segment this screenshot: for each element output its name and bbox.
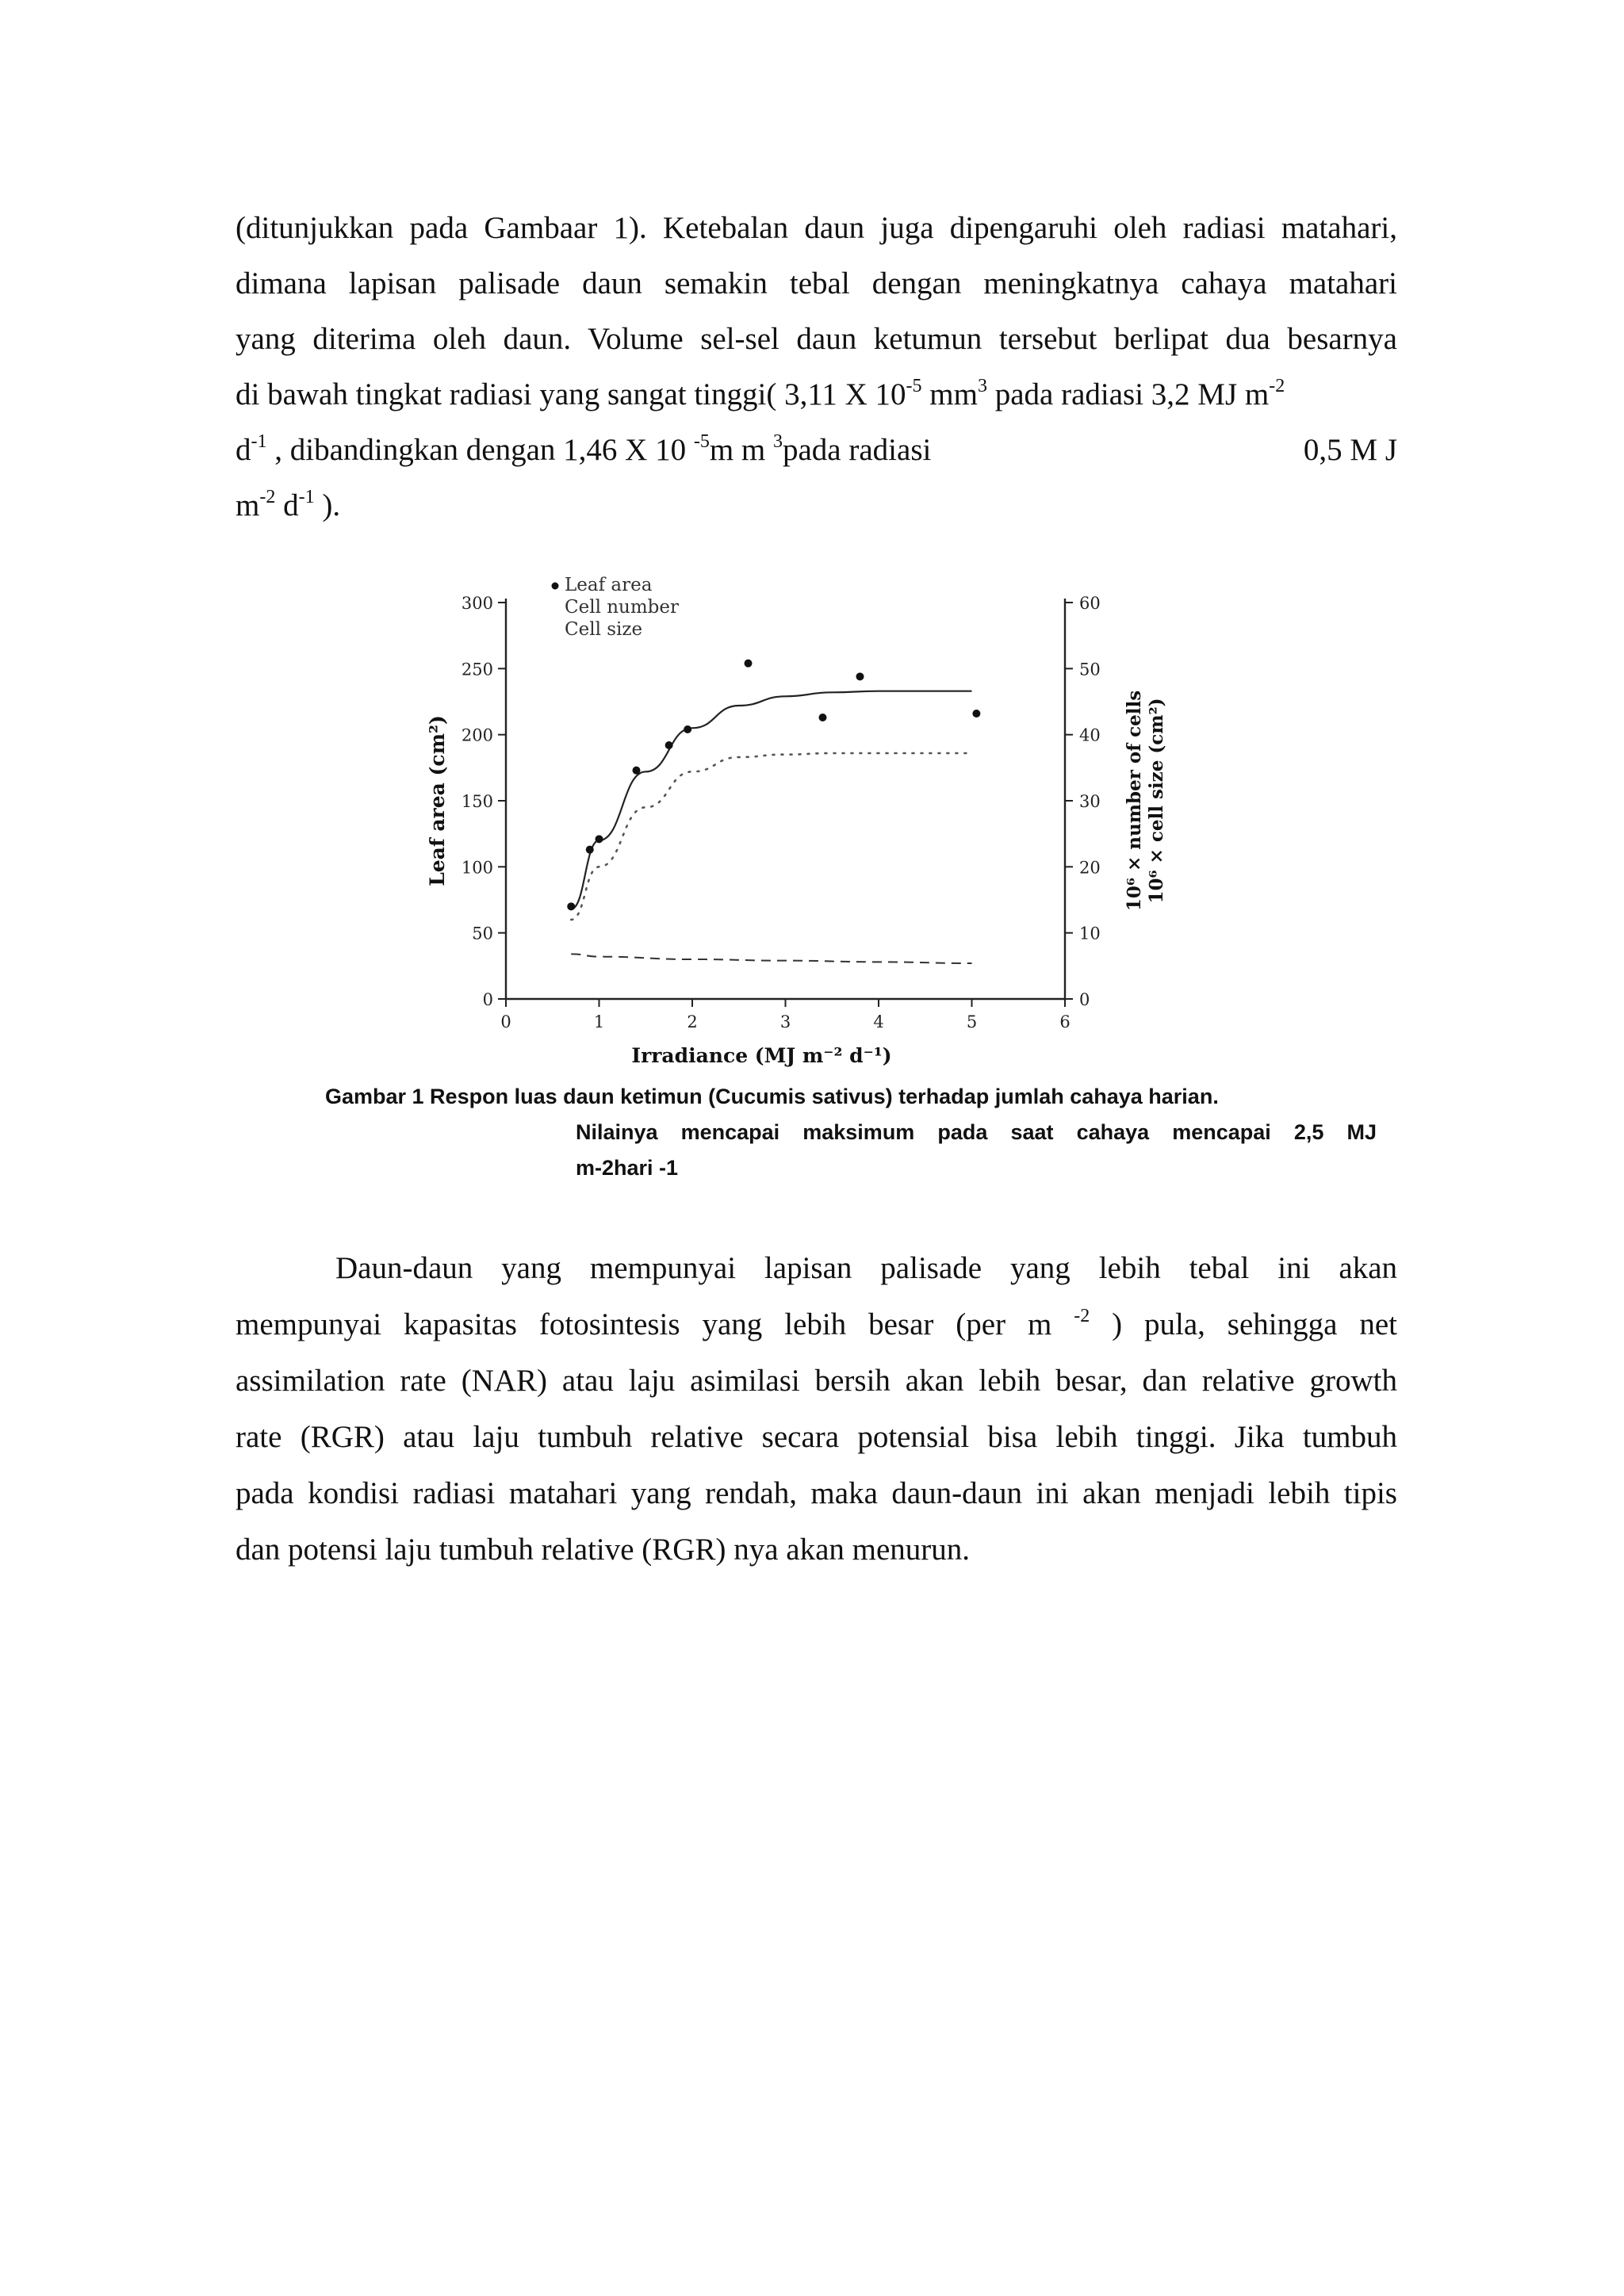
- paragraph-2: [236, 1240, 1397, 1578]
- text-line: dimana lapisan palisade daun semakin tebal dengan meningkatnya cahaya matahari: [236, 266, 1397, 300]
- x-tick-label: 3: [779, 1012, 791, 1031]
- text-run: , dibandingkan dengan 1,46 X 10: [266, 433, 694, 467]
- left-tick-label: 150: [461, 792, 493, 811]
- superscript: -5: [906, 376, 922, 396]
- x-tick-label: 6: [1059, 1012, 1071, 1031]
- right-y-axis-title-2: 10⁶ × cell size (cm²): [1146, 698, 1167, 904]
- text-line: [236, 367, 1397, 423]
- leaf-area-point: [856, 672, 864, 680]
- text-run: mempunyai kapasitas fotosintesis yang lebih besar (per m: [236, 1307, 1074, 1341]
- text-run: m: [236, 488, 260, 522]
- text-line: pada kondisi radiasi matahari yang rendah, maka daun-daun ini akan menjadi lebih tipis: [236, 1476, 1397, 1510]
- legend-label: Leaf area: [565, 575, 653, 595]
- x-tick-label: 2: [687, 1012, 698, 1031]
- text-line: assimilation rate (NAR) atau laju asimilasi bersih akan lebih besar, dan relative growth: [236, 1364, 1397, 1398]
- chart-axes: [506, 599, 1065, 999]
- text-run: pada radiasi 3,2 MJ m: [986, 377, 1270, 411]
- right-tick-label: 30: [1079, 792, 1101, 811]
- x-tick-label: 5: [966, 1012, 978, 1031]
- left-y-axis-title: Leaf area (cm²): [426, 715, 449, 886]
- figure-caption-line2: Nilainya mencapai maksimum pada saat cahaya mencapai 2,5 MJ: [576, 1120, 1377, 1144]
- x-tick-label: 0: [500, 1012, 511, 1031]
- text-run: di bawah tingkat radiasi yang sangat tinggi( 3,11 X 10: [236, 377, 906, 411]
- chart-ticks: [462, 594, 1101, 1031]
- text-run-right: 0,5 M J: [1303, 433, 1397, 467]
- superscript: -1: [251, 431, 267, 452]
- leaf-area-point: [586, 846, 594, 854]
- text-run: ).: [314, 488, 341, 522]
- cell-size-curve: [571, 954, 971, 963]
- text-run: Daun-daun yang mempunyai lapisan palisade yang lebih tebal ini akan: [335, 1251, 1397, 1285]
- leaf-area-point: [567, 902, 575, 910]
- legend-label: Cell number: [565, 597, 679, 618]
- leaf-area-point: [972, 710, 980, 718]
- leaf-area-point: [684, 725, 691, 733]
- paragraph-1: [236, 201, 1397, 534]
- left-tick-label: 100: [461, 858, 493, 878]
- superscript: 3: [773, 431, 783, 452]
- text-run: m m: [709, 433, 773, 467]
- leaf-area-point: [665, 741, 673, 749]
- superscript: -2: [259, 487, 276, 507]
- right-tick-label: 50: [1079, 660, 1101, 679]
- text-line: yang diterima oleh daun. Volume sel-sel daun ketumun tersebut berlipat dua besarnya: [236, 322, 1397, 356]
- text-line: [236, 423, 1397, 478]
- text-run: d: [236, 433, 251, 467]
- leaf-area-point: [819, 714, 827, 721]
- text-line: [236, 1240, 1397, 1296]
- figure-caption-line1: Gambar 1 Respon luas daun ketimun (Cucumis sativus) terhadap jumlah cahaya harian.: [325, 1085, 1219, 1108]
- text-run: d: [275, 488, 299, 522]
- chart-labels: [426, 575, 1167, 1067]
- superscript: -2: [1269, 376, 1285, 396]
- x-axis-title: Irradiance (MJ m⁻² d⁻¹): [631, 1044, 892, 1067]
- chart-svg: [412, 567, 1167, 1074]
- figure-caption-line3: m-2hari -1: [576, 1156, 679, 1180]
- superscript: -1: [298, 487, 315, 507]
- leaf-area-point: [745, 660, 753, 668]
- text-line: [236, 478, 1397, 534]
- legend-marker: [552, 583, 559, 590]
- superscript: 3: [977, 376, 987, 396]
- text-line: (ditunjukkan pada Gambaar 1). Ketebalan daun juga dipengaruhi oleh radiasi matahari,: [236, 211, 1397, 245]
- superscript: -2: [1074, 1306, 1090, 1326]
- right-tick-label: 20: [1079, 858, 1101, 878]
- superscript: -5: [693, 431, 710, 452]
- left-tick-label: 200: [461, 725, 493, 745]
- left-tick-label: 250: [461, 660, 493, 679]
- text-line: dan potensi laju tumbuh relative (RGR) nya akan menurun.: [236, 1533, 971, 1567]
- leaf-area-curve: [571, 691, 971, 909]
- left-tick-label: 300: [461, 594, 493, 613]
- left-tick-label: 50: [472, 924, 493, 943]
- leaf-area-point: [596, 835, 603, 843]
- cell-number-curve: [571, 753, 971, 920]
- text-run: mm: [921, 377, 978, 411]
- text-line: [236, 1296, 1397, 1353]
- right-tick-label: 0: [1079, 990, 1090, 1009]
- paragraph-indent: [236, 1240, 335, 1296]
- right-tick-label: 40: [1079, 725, 1101, 745]
- leaf-area-point: [633, 767, 641, 775]
- right-tick-label: 60: [1079, 594, 1101, 613]
- text-run: ) pula, sehingga net: [1090, 1307, 1397, 1341]
- figure-leaf-area-chart: [412, 567, 1167, 1074]
- x-tick-label: 4: [873, 1012, 884, 1031]
- chart-series: [567, 660, 980, 963]
- text-run: pada radiasi: [783, 433, 932, 467]
- right-tick-label: 10: [1079, 924, 1101, 943]
- legend-label: Cell size: [565, 619, 643, 640]
- text-line: rate (RGR) atau laju tumbuh relative secara potensial bisa lebih tinggi. Jika tumbuh: [236, 1420, 1397, 1454]
- left-tick-label: 0: [482, 990, 493, 1009]
- x-tick-label: 1: [593, 1012, 605, 1031]
- right-y-axis-title-1: 10⁶ × number of cells: [1124, 690, 1145, 912]
